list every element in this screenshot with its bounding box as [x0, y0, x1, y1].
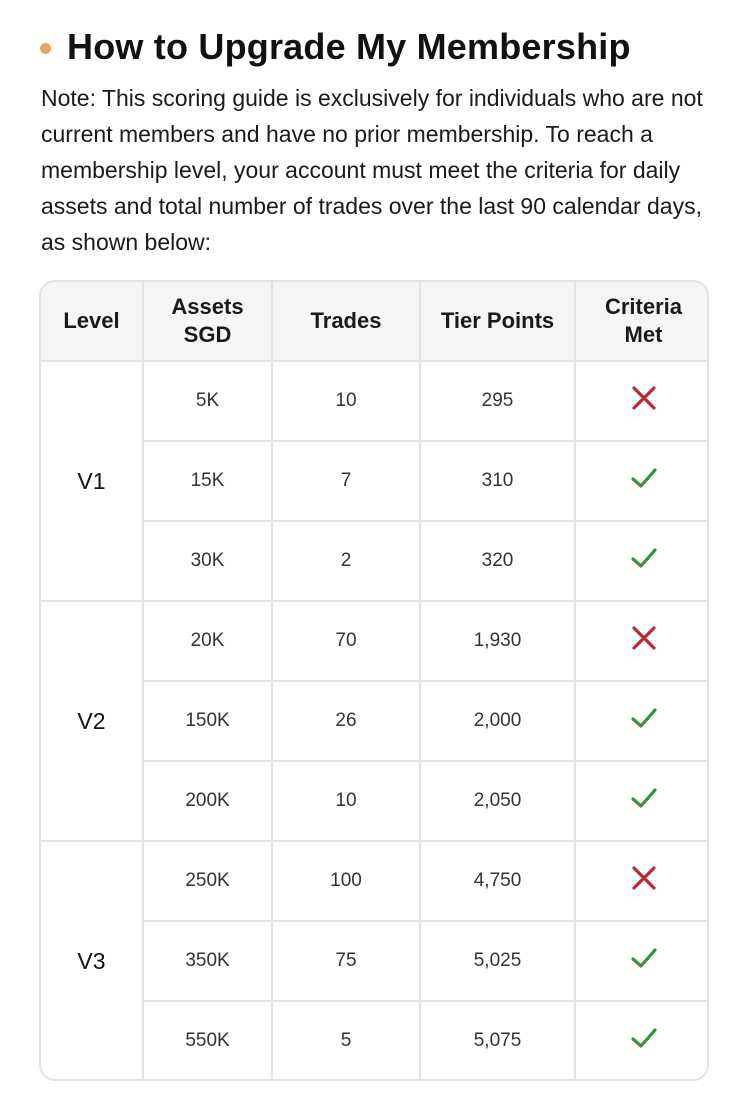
level-cell: V1 — [41, 361, 143, 601]
tier-points-cell: 1,930 — [420, 601, 575, 681]
check-icon — [630, 944, 658, 972]
header-trades-label: Trades — [310, 308, 382, 333]
assets-cell: 20K — [143, 601, 272, 681]
tier-points-cell: 320 — [420, 521, 575, 601]
bullet-dot-icon — [40, 43, 51, 54]
trades-cell: 5 — [272, 1001, 420, 1080]
trades-cell: 10 — [272, 761, 420, 841]
header-level-label: Level — [63, 308, 120, 333]
header-criteria-met — [575, 282, 709, 361]
criteria-met-cell — [575, 601, 709, 681]
assets-cell: 5K — [143, 361, 272, 441]
table-body — [41, 361, 709, 1080]
table-row — [41, 361, 709, 441]
membership-table-container — [39, 280, 709, 1081]
membership-criteria-table — [41, 282, 709, 1080]
header-assets-label: Assets — [171, 294, 244, 319]
cross-icon — [630, 624, 658, 652]
header-level — [41, 282, 143, 361]
trades-cell: 100 — [272, 841, 420, 921]
criteria-met-cell — [575, 521, 709, 601]
criteria-met-cell — [575, 1001, 709, 1080]
tier-points-cell: 295 — [420, 361, 575, 441]
tier-points-cell: 5,025 — [420, 921, 575, 1001]
criteria-met-cell — [575, 841, 709, 921]
header-tier-points-label: Tier Points — [440, 308, 555, 333]
level-cell: V3 — [41, 841, 143, 1080]
assets-cell: 150K — [143, 681, 272, 761]
header-assets — [143, 282, 272, 361]
tier-points-cell: 2,050 — [420, 761, 575, 841]
criteria-met-cell — [575, 921, 709, 1001]
trades-cell: 70 — [272, 601, 420, 681]
table-header-row — [41, 282, 709, 361]
cross-icon — [630, 864, 658, 892]
header-criteria-label: Criteria — [604, 294, 683, 319]
trades-cell: 2 — [272, 521, 420, 601]
assets-cell: 15K — [143, 441, 272, 521]
tier-points-cell: 310 — [420, 441, 575, 521]
criteria-met-cell — [575, 361, 709, 441]
criteria-met-cell — [575, 681, 709, 761]
tier-points-cell: 2,000 — [420, 681, 575, 761]
level-cell: V2 — [41, 601, 143, 841]
assets-cell: 550K — [143, 1001, 272, 1080]
table-row — [41, 841, 709, 921]
cross-icon — [630, 384, 658, 412]
trades-cell: 75 — [272, 921, 420, 1001]
criteria-met-cell — [575, 441, 709, 521]
criteria-met-cell — [575, 761, 709, 841]
trades-cell: 7 — [272, 441, 420, 521]
assets-cell: 200K — [143, 761, 272, 841]
tier-points-cell: 4,750 — [420, 841, 575, 921]
table-row — [41, 601, 709, 681]
header-tier-points — [420, 282, 575, 361]
check-icon — [630, 1024, 658, 1052]
assets-cell: 250K — [143, 841, 272, 921]
header-assets-currency: SGD — [183, 322, 232, 347]
section-heading — [40, 26, 631, 68]
assets-cell: 350K — [143, 921, 272, 1001]
check-icon — [630, 784, 658, 812]
check-icon — [630, 704, 658, 732]
check-icon — [630, 464, 658, 492]
assets-cell: 30K — [143, 521, 272, 601]
page-title: How to Upgrade My Membership — [67, 26, 631, 67]
header-trades — [272, 282, 420, 361]
check-icon — [630, 544, 658, 572]
trades-cell: 10 — [272, 361, 420, 441]
tier-points-cell: 5,075 — [420, 1001, 575, 1080]
trades-cell: 26 — [272, 681, 420, 761]
header-met-label: Met — [624, 322, 663, 347]
note-paragraph: Note: This scoring guide is exclusively for individuals who are not current members and have no prior membership. To reach a membership level, your account must meet the criteria for daily assets and total number of trades over the last 90 calendar days, as shown below: — [41, 85, 703, 255]
